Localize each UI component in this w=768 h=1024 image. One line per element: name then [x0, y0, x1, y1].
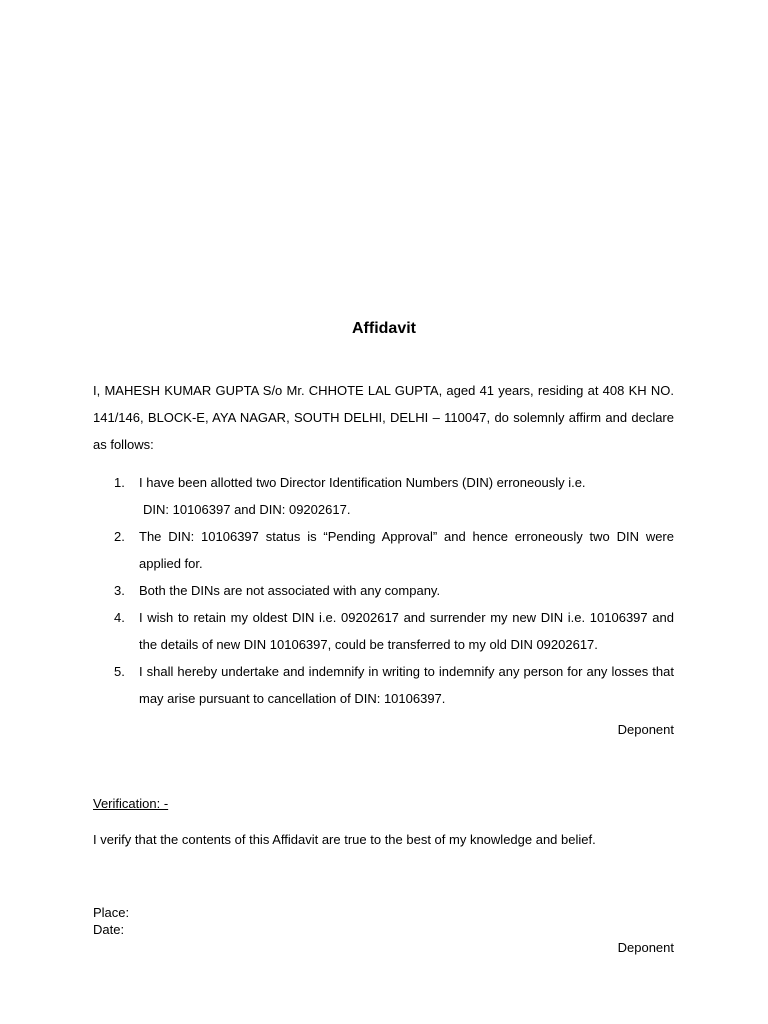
list-item: [93, 658, 674, 712]
list-item-number: 2.: [114, 529, 125, 544]
list-item-number: 5.: [114, 664, 125, 679]
list-item-text: Both the DINs are not associated with any company.: [139, 583, 441, 598]
list-item-text: I wish to retain my oldest DIN i.e. 09202617 and surrender my new DIN i.e. 10106397 and the details of new DIN 10106397, could be transferred to my old DIN 09202617.: [139, 610, 674, 652]
verification-text: I verify that the contents of this Affidavit are true to the best of my knowledge and belief.: [93, 832, 596, 847]
declaration-list: [93, 469, 674, 712]
place-label: Place:: [93, 905, 130, 920]
intro-paragraph: I, MAHESH KUMAR GUPTA S/o Mr. CHHOTE LAL GUPTA, aged 41 years, residing at 408 KH NO. 141/146, BLOCK-E, AYA NAGAR, SOUTH DELHI, DELHI – 110047, do solemnly affirm and declare as follows:: [93, 383, 674, 452]
deponent-signature-label: Deponent: [617, 722, 674, 737]
list-item-number: 1.: [114, 475, 125, 490]
list-item: [93, 469, 674, 523]
list-item-text: I have been allotted two Director Identification Numbers (DIN) erroneously i.e.: [139, 475, 586, 490]
list-item-text: I shall hereby undertake and indemnify in writing to indemnify any person for any losses that may arise pursuant to cancellation of DIN: 10106397.: [139, 664, 674, 706]
list-item: [93, 577, 674, 604]
deponent-signature-label-verification: Deponent: [617, 940, 674, 955]
list-item: [93, 604, 674, 658]
verification-heading: Verification: -: [93, 796, 169, 811]
date-label: Date:: [93, 922, 125, 937]
list-item: [93, 523, 674, 577]
document-title: Affidavit: [352, 320, 416, 337]
list-item-number: 3.: [114, 583, 125, 598]
list-item-text: The DIN: 10106397 status is “Pending Approval” and hence erroneously two DIN were applied for.: [139, 529, 674, 571]
list-item-continuation: DIN: 10106397 and DIN: 09202617.: [143, 502, 351, 517]
list-item-number: 4.: [114, 610, 125, 625]
